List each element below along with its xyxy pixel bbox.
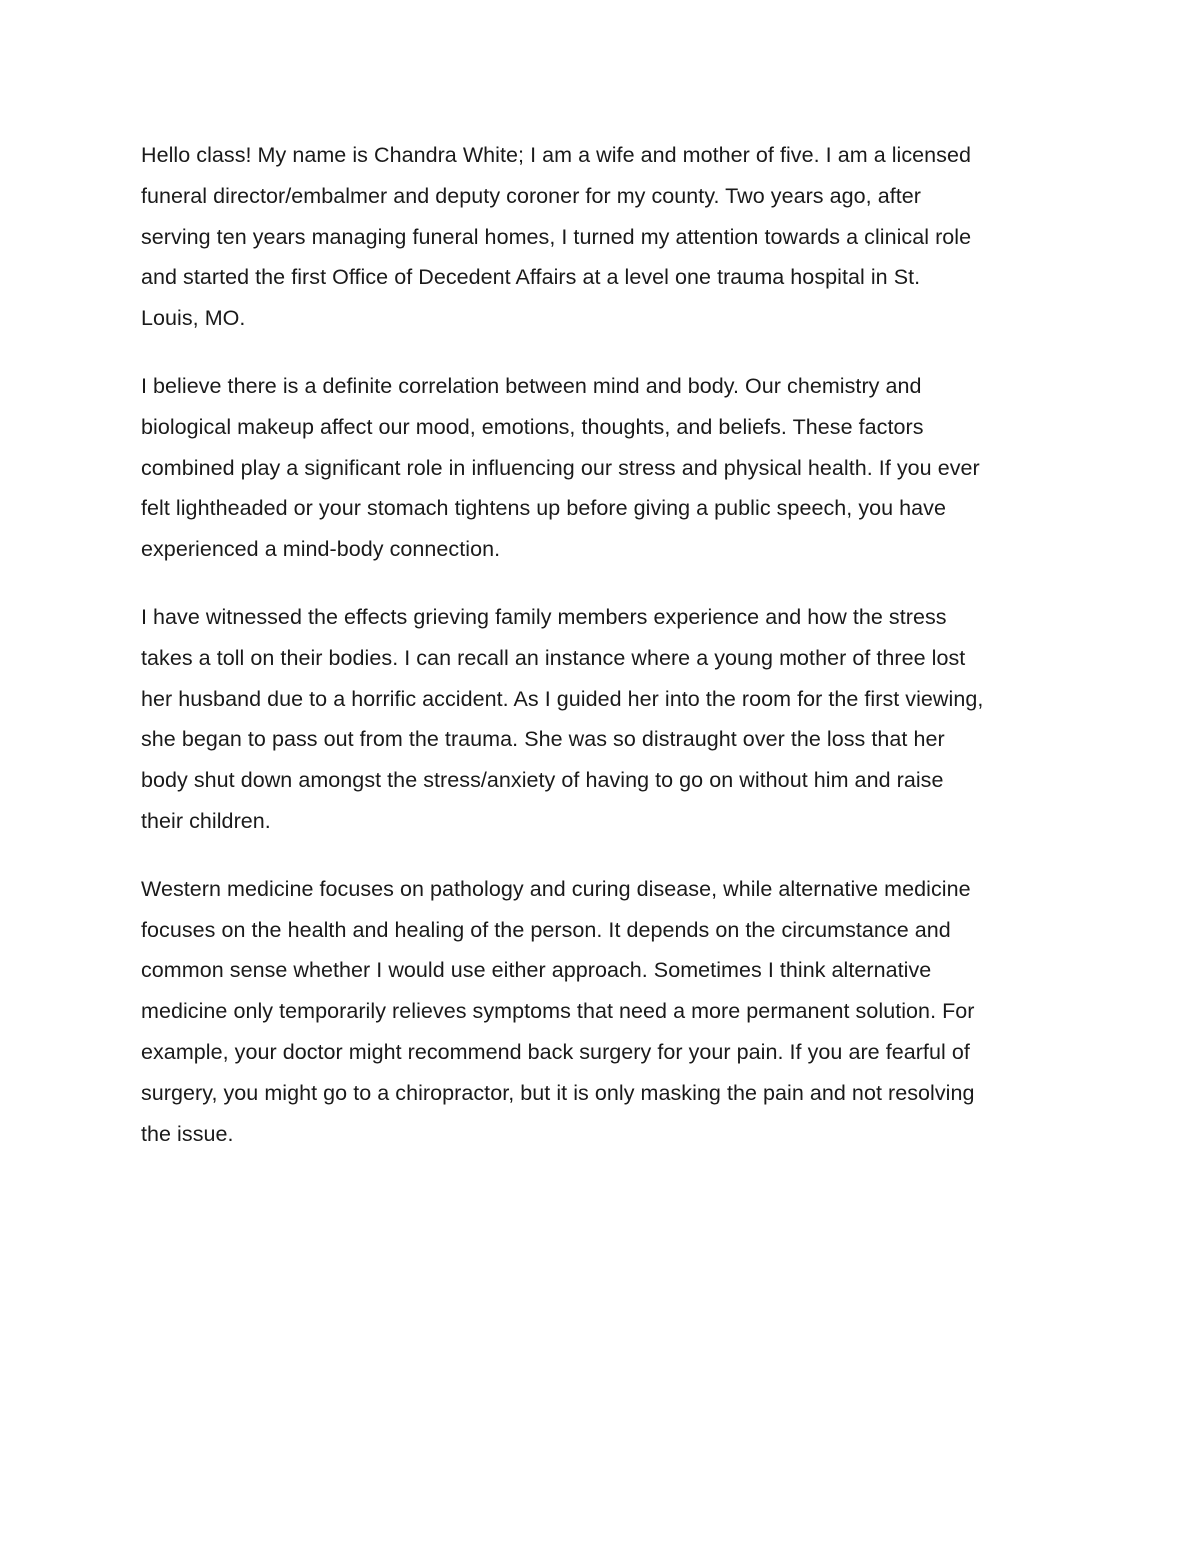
paragraph-introduction: Hello class! My name is Chandra White; I am a wife and mother of five. I am a licensed funeral director/embalmer and deputy coroner for my county. Two years ago, after serving ten years managing funeral homes, I turned my attention towards a clinical role and started the first Office of Decedent Affairs at a level one trauma hospital in St. Louis, MO. [141, 143, 972, 331]
paragraph-western-vs-alternative: Western medicine focuses on pathology and curing disease, while alternative medicine focuses on the health and healing of the person. It depends on the circumstance and common sense whether I would use either approach. Sometimes I think alternative medicine only temporarily relieves symptoms that need a more permanent solution. For example, your doctor might recommend back surgery for your pain. If you are fearful of surgery, you might go to a chiropractor, but it is only masking the pain and not resolving the issue. [141, 876, 975, 1146]
document-body [141, 135, 1061, 1181]
paragraph-mind-body: I believe there is a definite correlation between mind and body. Our chemistry and biological makeup affect our mood, emotions, thoughts, and beliefs. These factors combined play a significant role in influencing our stress and physical health. If you ever felt lightheaded or your stomach tightens up before giving a public speech, you have experienced a mind-body connection. [141, 373, 980, 562]
paragraph-grieving-example: I have witnessed the effects grieving family members experience and how the stress takes a toll on their bodies. I can recall an instance where a young mother of three lost her husband due to a horrific accident. As I guided her into the room for the first viewing, she began to pass out from the trauma. She was so distraught over the loss that her body shut down amongst the stress/anxiety of having to go on without him and raise their children. [141, 604, 984, 833]
